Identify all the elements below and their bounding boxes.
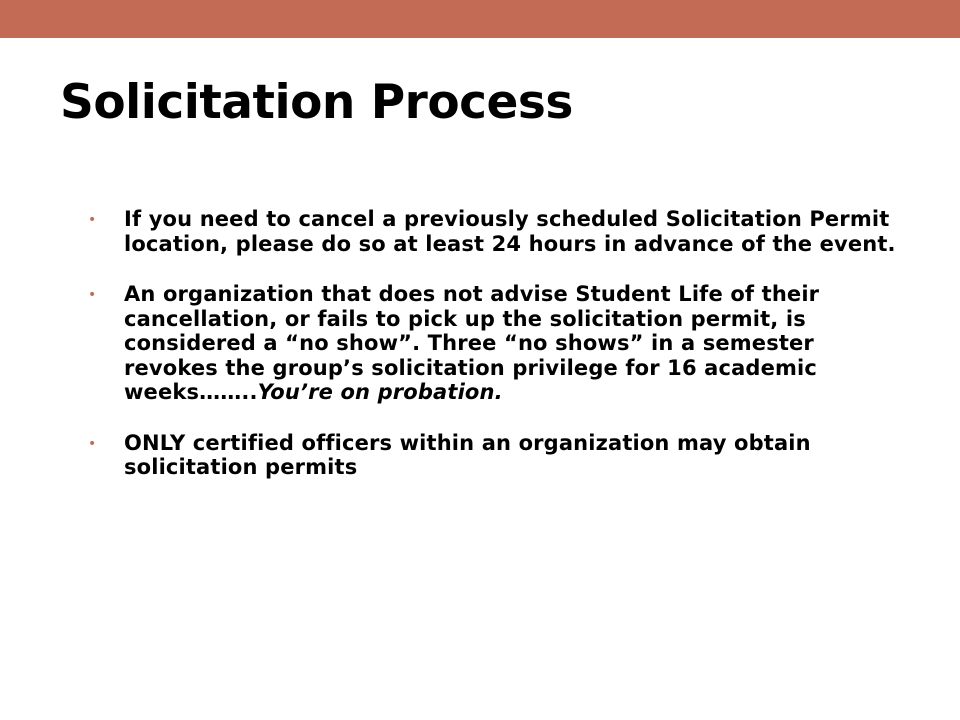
bullet-icon: • bbox=[88, 287, 97, 303]
bullet-icon: • bbox=[88, 435, 97, 452]
bullet-icon: • bbox=[88, 212, 97, 228]
bullet-text bbox=[124, 207, 908, 256]
top-accent-bar bbox=[0, 0, 960, 38]
bullet-text-body: If you need to cancel a previously scheduled Solicitation Permit location, please do so at least 24 hours in advance of the event. bbox=[124, 207, 896, 256]
bullet-text bbox=[124, 431, 908, 480]
bullet-text bbox=[124, 282, 908, 405]
bullet-text-body: ONLY certified officers within an organization may obtain solicitation permits bbox=[124, 430, 811, 479]
slide-title: Solicitation Process bbox=[60, 75, 573, 130]
bullet-item bbox=[88, 431, 908, 480]
bullet-item bbox=[88, 282, 908, 405]
bullet-text-body: An organization that does not advise Student Life of their cancellation, or fails to pick up the solicitation permit, is considered a “no show”. Three “no shows” in a semester revokes the group’s solicitation privilege for 16 academic weeks…….. bbox=[124, 282, 820, 404]
bullet-item bbox=[88, 207, 908, 256]
bullet-list bbox=[88, 207, 908, 506]
bullet-text-emphasis: You’re on probation. bbox=[257, 380, 503, 404]
